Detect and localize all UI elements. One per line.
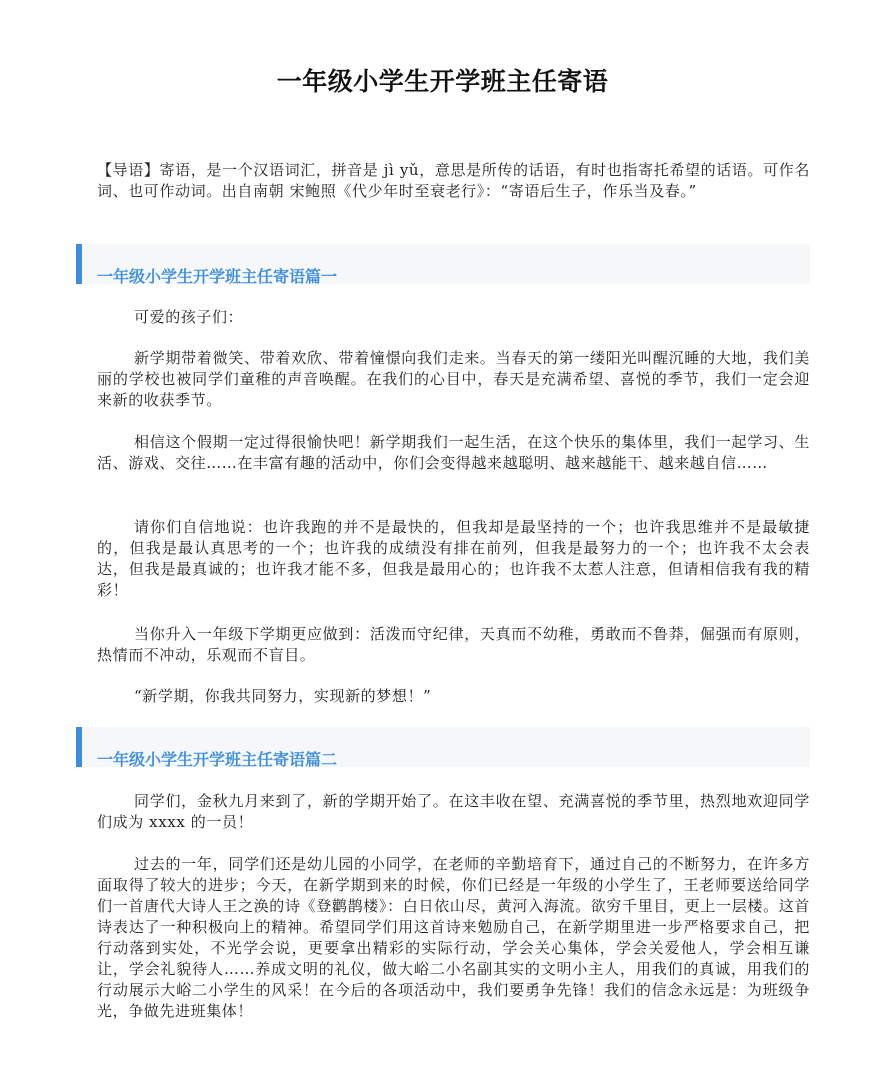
section2-paragraph: 同学们，金秋九月来到了，新的学期开始了。在这丰收在望、充满喜悦的季节里，热烈地欢迎同学们成为 xxxx 的一员！ (97, 792, 810, 831)
section1-salutation: 可爱的孩子们： (134, 308, 244, 326)
page-title: 一年级小学生开学班主任寄语 (276, 67, 609, 96)
section-accent-bar (76, 727, 82, 767)
section-title-1: 一年级小学生开学班主任寄语篇一 (97, 267, 338, 286)
section1-paragraph: 当你升入一年级下学期更应做到：活泼而守纪律，天真而不幼稚，勇敢而不鲁莽，倔强而有原则，热情而不冲动，乐观而不盲目。 (97, 625, 810, 664)
section-title-2: 一年级小学生开学班主任寄语篇二 (97, 750, 338, 769)
section1-paragraph: 相信这个假期一定过得很愉快吧！新学期我们一起生活，在这个快乐的集体里，我们一起学习、生活、游戏、交往……在丰富有趣的活动中，你们会变得越来越聪明、越来越能干、越来越自信…… (97, 433, 810, 472)
section-header-2 (76, 727, 810, 767)
section1-paragraph: 新学期带着微笑、带着欢欣、带着憧憬向我们走来。当春天的第一缕阳光叫醒沉睡的大地，我们美丽的学校也被同学们童稚的声音唤醒。在我们的心目中，春天是充满希望、喜悦的季节，我们一定会迎来新的收获季节。 (97, 349, 810, 409)
intro-paragraph: 【导语】寄语，是一个汉语词汇，拼音是 jì yǔ，意思是所传的话语，有时也指寄托希望的话语。可作名词、也可作动词。出自南朝 宋鲍照《代少年时至衰老行》：“寄语后生子，作乐当及春。” (97, 161, 810, 200)
section-header-1 (76, 244, 810, 284)
section1-closing-quote: “新学期，你我共同努力，实现新的梦想！” (134, 687, 432, 705)
section1-paragraph: 请你们自信地说：也许我跑的并不是最快的，但我却是最坚持的一个；也许我思维并不是最敏捷的，但我是最认真思考的一个；也许我的成绩没有排在前列，但我是最努力的一个；也许我不太会表达，但我是最真诚的；也许我才能不多，但我是最用心的；也许我不太惹人注意，但请相信我有我的精彩！ (97, 518, 810, 599)
section-accent-bar (76, 244, 82, 284)
section2-paragraph: 过去的一年，同学们还是幼儿园的小同学，在老师的辛勤培育下，通过自己的不断努力，在许多方面取得了较大的进步；今天，在新学期到来的时候，你们已经是一年级的小学生了，王老师要送给同学们一首唐代大诗人王之涣的诗《登鹳鹊楼》：白日依山尽，黄河入海流。欲穷千里目，更上一层楼。这首诗表达了一种积极向上的精神。希望同学们用这首诗来勉励自己，在新学期里进一步严格要求自己，把行动落到实处，不光学会说，更要拿出精彩的实际行动，学会关心集体，学会关爱他人，学会相互谦让，学会礼貌待人……养成文明的礼仪，做大峪二小名副其实的文明小主人，用我们的真诚，用我们的行动展示大峪二小学生的风采！在今后的各项活动中，我们要勇争先锋！我们的信念永远是：为班级争光，争做先进班集体！ (97, 855, 810, 1020)
